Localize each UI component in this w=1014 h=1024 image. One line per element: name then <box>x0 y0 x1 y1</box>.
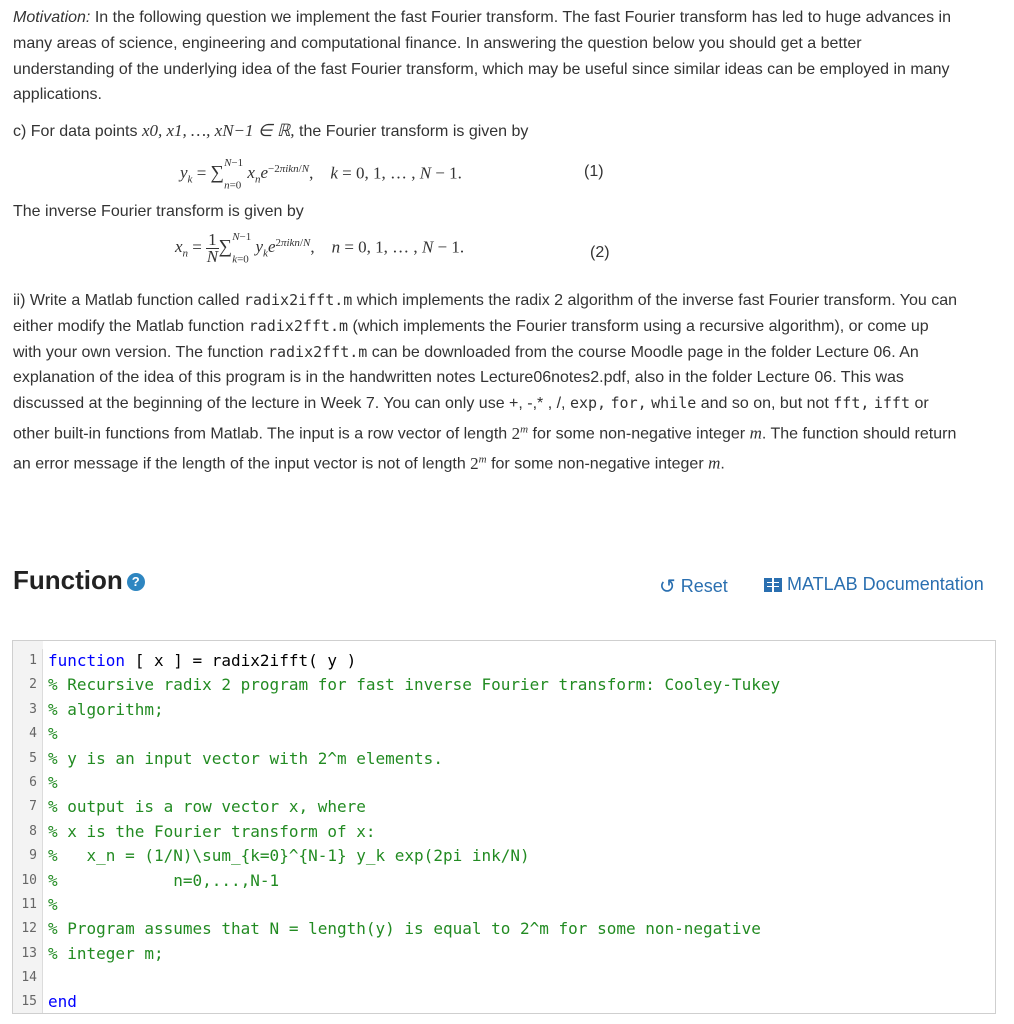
line-number: 14 <box>13 966 43 990</box>
motivation-paragraph <box>13 5 958 108</box>
equation-1-number: (1) <box>584 163 604 180</box>
line-number: 5 <box>13 747 43 771</box>
code-text[interactable] <box>43 966 995 990</box>
code-line[interactable] <box>13 820 995 844</box>
code-keyword: function <box>48 651 126 670</box>
line-number: 7 <box>13 795 43 819</box>
help-icon[interactable]: ? <box>127 573 145 591</box>
line-number: 8 <box>13 820 43 844</box>
book-icon <box>764 578 782 592</box>
code-line[interactable] <box>13 844 995 868</box>
part-ii-paragraph <box>13 288 958 478</box>
matlab-documentation-label: MATLAB Documentation <box>787 574 984 594</box>
code-while: while <box>651 394 697 413</box>
line-number: 9 <box>13 844 43 868</box>
code-content: % <box>48 772 58 792</box>
editor-lines[interactable] <box>13 649 995 1014</box>
code-content: % n=0,...,N-1 <box>48 870 280 890</box>
line-number: 6 <box>13 771 43 795</box>
reset-button[interactable] <box>659 574 728 599</box>
line-number: 4 <box>13 722 43 746</box>
code-content: % Recursive radix 2 program for fast inverse Fourier transform: Cooley-Tukey <box>48 675 781 695</box>
code-text[interactable] <box>43 990 995 1014</box>
inverse-intro <box>13 199 958 225</box>
code-keyword: end <box>48 992 77 1012</box>
code-line[interactable] <box>13 942 995 966</box>
math-2-power-m: 2$^m$ <box>470 453 487 474</box>
function-title: Function <box>13 565 123 595</box>
inverse-intro-text: The inverse Fourier transform is given by <box>13 203 304 220</box>
equation-2: $x_n$ = $\frac{1}{N}$ ∑$^{N-1}$ $_{k=0}$ $y_ke^{2\pi ikn/N}$, n = 0, 1, … , N − 1. <box>175 230 465 267</box>
code-line[interactable] <box>13 893 995 917</box>
line-number: 1 <box>13 649 43 673</box>
code-comment[interactable] <box>43 698 995 722</box>
line-number: 15 <box>13 990 43 1014</box>
code-content: % <box>48 724 58 744</box>
code-line[interactable] <box>13 990 995 1014</box>
code-line[interactable] <box>13 917 995 941</box>
part-ii-text: can be downloaded from the course Moodle page in the folder Lecture 06. An explanation of the idea of this program is in the handwritten notes Lecture06notes2.pdf, also in the folder Lecture 06. This was discussed at the beginning of the lecture in Week 7. You can only use +, -,* , /, <box>13 343 919 413</box>
code-ifft: ifft <box>873 394 910 413</box>
code-line[interactable] <box>13 795 995 819</box>
math-2-power-m: 2$^m$ <box>511 422 529 443</box>
code-content: [ x ] = radix2ifft( y ) <box>125 651 357 670</box>
code-comment[interactable] <box>43 722 995 746</box>
part-ii-text: or other built-in functions from Matlab. The input is a row vector of length <box>13 395 929 443</box>
part-ii-text: and so on, but not <box>700 395 829 413</box>
code-content: % algorithm; <box>48 699 164 719</box>
code-comment[interactable] <box>43 747 995 771</box>
part-ii-text: . <box>720 456 725 474</box>
function-heading <box>13 565 145 596</box>
code-content: % x is the Fourier transform of x: <box>48 821 376 841</box>
equation-2-number: (2) <box>590 244 610 261</box>
code-line[interactable] <box>13 966 995 990</box>
part-ii-text: . The function should return an error message if the length of the input vector is not of length <box>13 425 957 474</box>
code-comment[interactable] <box>43 673 995 697</box>
code-line[interactable] <box>13 722 995 746</box>
line-number: 12 <box>13 917 43 941</box>
line-number: 10 <box>13 869 43 893</box>
code-comment[interactable] <box>43 893 995 917</box>
code-content: % x_n = (1/N)\sum_{k=0}^{N-1} y_k exp(2pi ink/N) <box>48 846 530 866</box>
forward-function-code: radix2fft.m <box>267 342 368 361</box>
code-line[interactable] <box>13 771 995 795</box>
code-line[interactable] <box>13 698 995 722</box>
code-comment[interactable] <box>43 844 995 868</box>
code-comment[interactable] <box>43 942 995 966</box>
code-line[interactable] <box>13 747 995 771</box>
code-exp: exp, <box>569 394 607 413</box>
code-line[interactable] <box>13 673 995 697</box>
part-c-intro-end: the Fourier transform is given by <box>299 123 529 140</box>
code-comment[interactable] <box>43 795 995 819</box>
code-fft: fft, <box>833 394 870 413</box>
forward-function-code: radix2fft.m <box>248 316 349 335</box>
code-comment[interactable] <box>43 869 995 893</box>
reset-icon: ↻ <box>659 576 676 598</box>
motivation-text: In the following question we implement the fast Fourier transform. The fast Fourier transform has led to huge advances in many areas of science, engineering and computational finance. In answering the question below you should get a better understanding of the underlying idea of the fast Fourier transform, which may be useful since similar ideas can be employed in many applications. <box>13 9 951 104</box>
line-number: 13 <box>13 942 43 966</box>
part-ii-text: (which implements the Fourier transform using a recursive algorithm), or come up with your own version. The function <box>13 317 929 361</box>
code-comment[interactable] <box>43 820 995 844</box>
part-c-intro <box>13 118 958 145</box>
part-ii-text: ii) Write a Matlab function called <box>13 292 240 309</box>
code-content: % Program assumes that N = length(y) is equal to 2^m for some non-negative <box>48 919 761 939</box>
code-text[interactable] <box>43 649 995 673</box>
line-number: 3 <box>13 698 43 722</box>
code-comment[interactable] <box>43 917 995 941</box>
code-line[interactable] <box>13 869 995 893</box>
code-for: for, <box>610 394 647 413</box>
line-number: 11 <box>13 893 43 917</box>
code-editor[interactable] <box>12 640 996 1014</box>
code-content: % y is an input vector with 2^m elements. <box>48 748 443 768</box>
part-ii-text: for some non-negative integer <box>532 425 746 443</box>
part-ii-text: which implements the radix 2 algorithm of the inverse fast Fourier transform. You can either modify the Matlab function <box>13 292 958 335</box>
code-content: % <box>48 894 58 914</box>
math-m: m <box>708 454 721 474</box>
part-ii-text: for some non-negative integer <box>491 456 704 474</box>
data-points-math: x0, x1, …, xN−1 ∈ ℝ, <box>141 121 295 140</box>
equation-1: $y_k = \sum^{N-1}$ $_{n=0}$ $x_ne^{-2\pi ikn/N}$, k = 0, 1, … , N − 1. <box>180 157 462 192</box>
part-c-intro-text: c) For data points <box>13 123 138 140</box>
code-line[interactable] <box>13 649 995 673</box>
function-name-code: radix2ifft.m <box>243 291 353 309</box>
math-m: m <box>749 423 762 443</box>
motivation-label: Motivation: <box>13 9 91 26</box>
reset-label: Reset <box>680 576 728 596</box>
line-number: 2 <box>13 673 43 697</box>
code-comment[interactable] <box>43 771 995 795</box>
code-content: % output is a row vector x, where <box>48 797 366 817</box>
matlab-documentation-link[interactable] <box>764 574 984 595</box>
code-content: % integer m; <box>48 943 164 963</box>
